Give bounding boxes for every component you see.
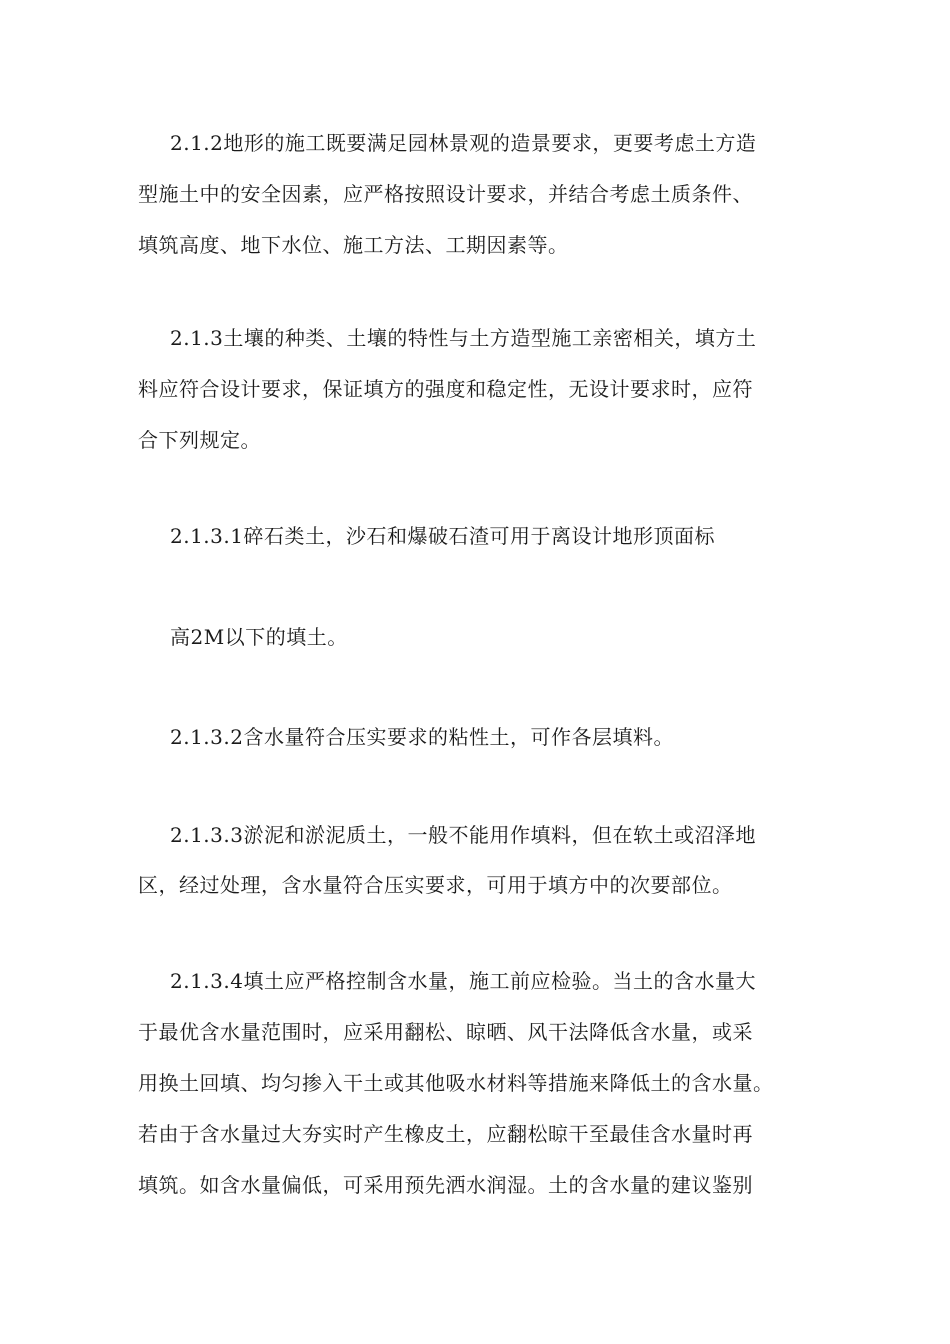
text-line: 填筑。如含水量偏低，可采用预先洒水润湿。土的含水量的建议鉴别 xyxy=(138,1173,753,1197)
text-line: 型施土中的安全因素，应严格按照设计要求，并结合考虑土质条件、 xyxy=(138,182,753,206)
text-line: 2.1.3.2含水量符合压实要求的粘性土，可作各层填料。 xyxy=(170,725,674,749)
text-line: 若由于含水量过大夯实时产生橡皮土，应翻松晾干至最佳含水量时再 xyxy=(138,1122,753,1146)
text-line: 2.1.3土壤的种类、土壤的特性与土方造型施工亲密相关，填方土 xyxy=(170,326,757,350)
text-line: 2.1.2地形的施工既要满足园林景观的造景要求，更要考虑土方造 xyxy=(170,131,757,155)
text-line: 填筑高度、地下水位、施工方法、工期因素等。 xyxy=(138,233,569,257)
text-line: 于最优含水量范围时，应采用翻松、晾晒、风干法降低含水量，或采 xyxy=(138,1020,753,1044)
text-line: 高2M以下的填土。 xyxy=(170,625,348,649)
text-line: 料应符合设计要求，保证填方的强度和稳定性，无设计要求时，应符 xyxy=(138,377,753,401)
text-line: 区，经过处理，含水量符合压实要求，可用于填方中的次要部位。 xyxy=(138,873,733,897)
text-line: 用换土回填、均匀掺入干土或其他吸水材料等措施来降低土的含水量。 xyxy=(138,1071,774,1095)
text-line: 2.1.3.4填土应严格控制含水量，施工前应检验。当土的含水量大 xyxy=(170,969,756,993)
text-line: 2.1.3.3淤泥和淤泥质土，一般不能用作填料，但在软土或沼泽地 xyxy=(170,823,756,847)
text-line: 合下列规定。 xyxy=(138,428,261,452)
text-line: 2.1.3.1碎石类土，沙石和爆破石渣可用于离设计地形顶面标 xyxy=(170,524,715,548)
